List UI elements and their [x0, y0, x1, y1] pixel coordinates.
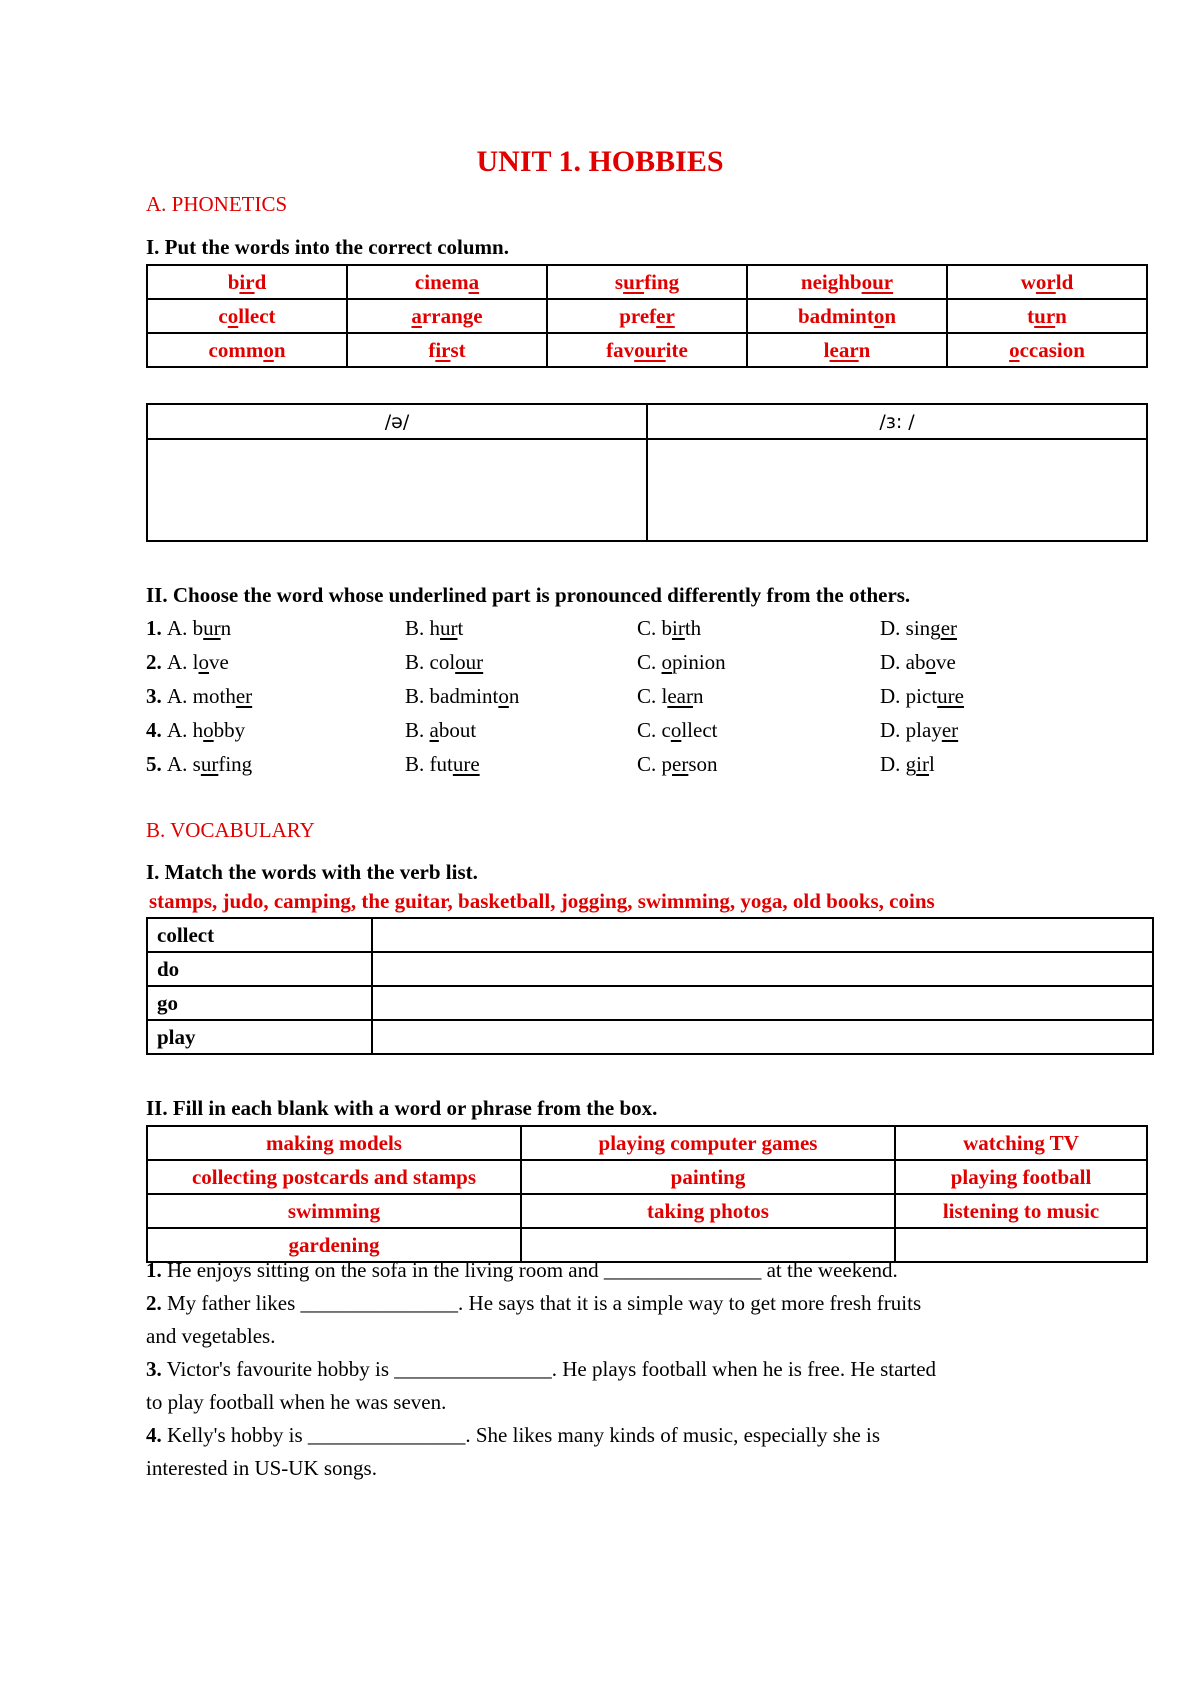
- section-b-heading: B. VOCABULARY: [146, 818, 315, 842]
- underlined-letters: a: [468, 269, 480, 294]
- word-cell: world: [947, 265, 1147, 299]
- underlined-letters: ur: [200, 752, 219, 776]
- answer-option[interactable]: D. girl: [880, 752, 935, 776]
- underlined-letters: er: [235, 684, 253, 708]
- question-number: 3.: [146, 684, 167, 708]
- underlined-letters: o: [670, 718, 682, 742]
- underlined-letters: ir: [435, 337, 451, 362]
- underlined-letters: er: [940, 616, 958, 640]
- underlined-letters: ur: [1034, 303, 1056, 328]
- sentence-number: 3.: [146, 1357, 162, 1381]
- answer-option[interactable]: 5. A. surfing: [146, 752, 253, 776]
- underlined-letters: a: [411, 303, 422, 328]
- answer-option[interactable]: 2. A. love: [146, 650, 229, 674]
- word-cell: occasion: [947, 333, 1147, 367]
- box-cell: playing computer games: [521, 1126, 895, 1160]
- sentence-line-continued: interested in US-UK songs.: [146, 1456, 377, 1480]
- verb-answer-cell[interactable]: [372, 1020, 1153, 1054]
- underlined-letters: ir: [672, 616, 685, 640]
- box-cell: gardening: [147, 1228, 521, 1262]
- verb-row: [147, 952, 1153, 986]
- question-number: 1.: [146, 616, 167, 640]
- word-cell: bird: [147, 265, 347, 299]
- verb-answer-cell[interactable]: [372, 952, 1153, 986]
- box-cell: watching TV: [895, 1126, 1147, 1160]
- answer-option[interactable]: B. about: [405, 718, 477, 742]
- underlined-letters: our: [455, 650, 484, 674]
- answer-option[interactable]: B. future: [405, 752, 480, 776]
- question-number: 4.: [146, 718, 167, 742]
- question-number: 5.: [146, 752, 167, 776]
- vocab-part1-instruction: I. Match the words with the verb list.: [146, 860, 478, 884]
- word-row: [147, 299, 1147, 333]
- verb-label: collect: [147, 918, 372, 952]
- box-cell: playing football: [895, 1160, 1147, 1194]
- underlined-letters: ear: [667, 684, 693, 708]
- underlined-letters: o: [498, 684, 509, 708]
- answer-option[interactable]: B. hurt: [405, 616, 464, 640]
- verb-match-table: [146, 917, 1154, 1055]
- underlined-letters: er: [656, 303, 675, 328]
- word-row: [147, 265, 1147, 299]
- underlined-letters: o: [198, 650, 209, 674]
- box-cell: making models: [147, 1126, 521, 1160]
- question-number: 2.: [146, 650, 167, 674]
- word-cell: arrange: [347, 299, 547, 333]
- underlined-letters: er: [941, 718, 959, 742]
- word-cell: learn: [747, 333, 947, 367]
- sound-column-schwa-answers[interactable]: [147, 439, 647, 541]
- underlined-letters: a: [429, 718, 439, 742]
- word-cell: prefer: [547, 299, 747, 333]
- word-cell: surfing: [547, 265, 747, 299]
- sentence-line[interactable]: 1. He enjoys sitting on the sofa in the living room and _______________ at the weekend.: [146, 1258, 898, 1282]
- word-row: [147, 333, 1147, 367]
- sentence-number: 2.: [146, 1291, 162, 1315]
- hobby-word-box: [146, 1125, 1148, 1263]
- underlined-letters: ear: [829, 337, 859, 362]
- answer-option[interactable]: 4. A. hobby: [146, 718, 246, 742]
- word-cell: turn: [947, 299, 1147, 333]
- word-cell: common: [147, 333, 347, 367]
- underlined-letters: ur: [440, 616, 458, 640]
- underlined-letters: or: [1035, 269, 1056, 294]
- underlined-letters: our: [861, 269, 894, 294]
- box-cell: collecting postcards and stamps: [147, 1160, 521, 1194]
- section-a-heading: A. PHONETICS: [146, 192, 288, 216]
- sentence-number: 1.: [146, 1258, 162, 1282]
- fill-in-sentences: [146, 1254, 936, 1485]
- underlined-letters: o: [263, 337, 274, 362]
- verb-answer-cell[interactable]: [372, 986, 1153, 1020]
- box-cell: painting: [521, 1160, 895, 1194]
- box-row: [147, 1126, 1147, 1160]
- answer-option[interactable]: B. badminton: [405, 684, 520, 708]
- sentence-number: 4.: [146, 1423, 162, 1447]
- word-cell: first: [347, 333, 547, 367]
- verb-row: [147, 986, 1153, 1020]
- underlined-letters: o: [1009, 337, 1020, 362]
- underlined-letters: o: [873, 303, 885, 328]
- underlined-letters: o: [925, 650, 936, 674]
- box-row: [147, 1160, 1147, 1194]
- vocab-word-list: stamps, judo, camping, the guitar, basketball, jogging, swimming, yoga, old books, coins: [149, 889, 935, 913]
- underlined-letters: ure: [452, 752, 480, 776]
- answer-option[interactable]: D. picture: [880, 684, 964, 708]
- verb-label: play: [147, 1020, 372, 1054]
- answer-option[interactable]: C. learn: [637, 684, 704, 708]
- verb-row: [147, 918, 1153, 952]
- answer-option[interactable]: 3. A. mother: [146, 684, 253, 708]
- answer-option[interactable]: C. person: [637, 752, 718, 776]
- answer-option[interactable]: D. singer: [880, 616, 958, 640]
- vocab-part2-instruction: II. Fill in each blank with a word or phrase from the box.: [146, 1096, 658, 1120]
- word-cell: favourite: [547, 333, 747, 367]
- verb-row: [147, 1020, 1153, 1054]
- phonetics-part2-instruction: II. Choose the word whose underlined part is pronounced differently from the others.: [146, 583, 911, 607]
- underlined-letters: ir: [916, 752, 929, 776]
- box-cell: taking photos: [521, 1194, 895, 1228]
- sentence-line[interactable]: 2. My father likes _______________. He says that it is a simple way to get more fresh fruits: [146, 1291, 922, 1315]
- sound-header-er: /ɜ: /: [647, 404, 1147, 439]
- word-cell: cinema: [347, 265, 547, 299]
- sound-column-er-answers[interactable]: [647, 439, 1147, 541]
- verb-answer-cell[interactable]: [372, 918, 1153, 952]
- sentence-line[interactable]: 4. Kelly's hobby is _______________. She likes many kinds of music, especially she is: [146, 1423, 881, 1447]
- verb-label: do: [147, 952, 372, 986]
- sentence-line-continued: and vegetables.: [146, 1324, 276, 1348]
- box-cell: listening to music: [895, 1194, 1147, 1228]
- phonetics-part1-instruction: I. Put the words into the correct column.: [146, 235, 509, 259]
- word-cell: badminton: [747, 299, 947, 333]
- verb-label: go: [147, 986, 372, 1020]
- underlined-letters: ure: [937, 684, 964, 708]
- underlined-letters: ur: [623, 269, 645, 294]
- underlined-letters: o: [227, 303, 239, 328]
- sound-column-table: [146, 403, 1148, 542]
- underlined-letters: ur: [203, 616, 221, 640]
- sentence-line[interactable]: 3. Victor's favourite hobby is _______________. He plays football when he is free. He started: [146, 1357, 937, 1381]
- box-cell: swimming: [147, 1194, 521, 1228]
- underlined-letters: o: [661, 650, 673, 674]
- underlined-letters: our: [634, 337, 666, 362]
- answer-option[interactable]: D. above: [880, 650, 956, 674]
- answer-option[interactable]: C. opinion: [637, 650, 726, 674]
- answer-option[interactable]: D. player: [880, 718, 959, 742]
- phonetics-word-table: [146, 264, 1148, 368]
- underlined-letters: o: [203, 718, 214, 742]
- answer-option[interactable]: C. collect: [637, 718, 718, 742]
- answer-option[interactable]: C. birth: [637, 616, 702, 640]
- answer-option[interactable]: B. colour: [405, 650, 484, 674]
- underlined-letters: er: [672, 752, 689, 776]
- page-title: UNIT 1. HOBBIES: [476, 145, 724, 178]
- sound-header-schwa: /ə/: [147, 404, 647, 439]
- sentence-line-continued: to play football when he was seven.: [146, 1390, 447, 1414]
- box-row: [147, 1194, 1147, 1228]
- underlined-letters: ir: [239, 269, 255, 294]
- word-cell: neighbour: [747, 265, 947, 299]
- answer-option[interactable]: 1. A. burn: [146, 616, 232, 640]
- word-cell: collect: [147, 299, 347, 333]
